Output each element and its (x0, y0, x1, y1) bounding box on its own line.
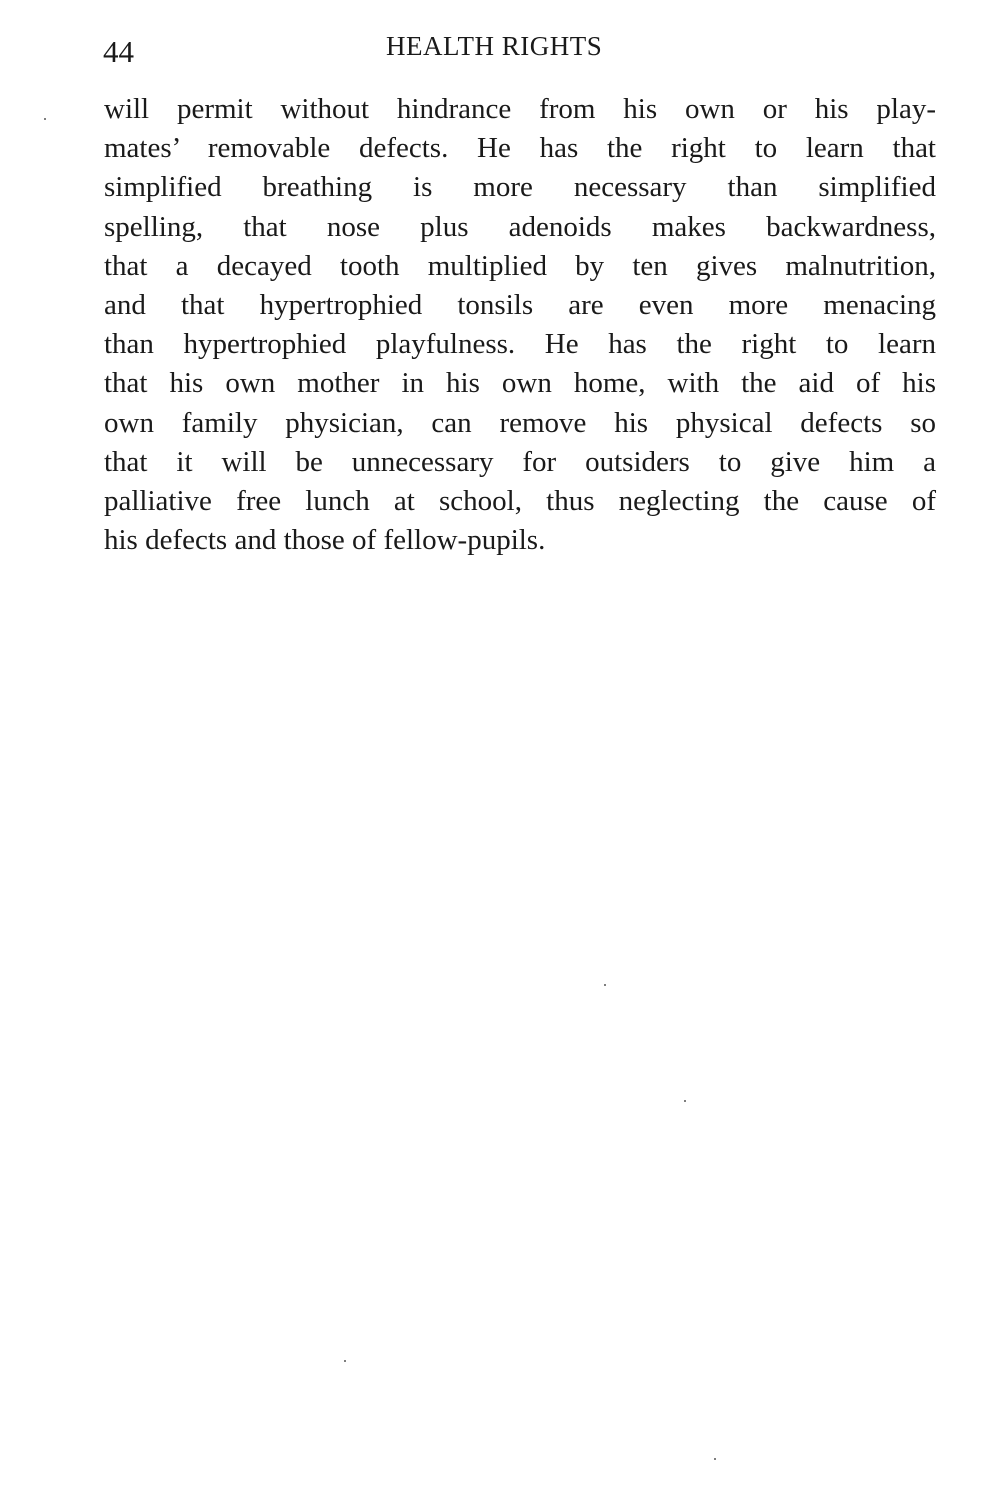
text-line: that his own mother in his own home, with the aid of his (104, 367, 936, 400)
text-line: and that hypertrophied tonsils are even more menacing (104, 288, 936, 321)
text-line: that a decayed tooth multiplied by ten gives malnutrition, (104, 249, 936, 282)
scan-speck (604, 984, 606, 986)
page-number: 44 (103, 34, 134, 69)
scan-speck (44, 118, 46, 120)
scan-speck (684, 1100, 686, 1102)
text-line: will permit without hindrance from his own or his play- (104, 93, 936, 125)
scan-speck (714, 1458, 716, 1460)
running-title: HEALTH RIGHTS (386, 31, 603, 61)
text-line: own family physician, can remove his physical defects so (104, 406, 936, 439)
text-line: than hypertrophied playfulness. He has the right to learn (104, 328, 936, 361)
text-line: his defects and those of fellow-pupils. (104, 524, 546, 557)
text-line: simplified breathing is more necessary than simplified (104, 171, 936, 204)
body-paragraph (104, 90, 936, 560)
text-line: that it will be unnecessary for outsiders to give him a (104, 445, 936, 478)
text-line: mates’ removable defects. He has the right to learn that (104, 132, 936, 165)
text-line: spelling, that nose plus adenoids makes backwardness, (104, 210, 936, 243)
text-line: palliative free lunch at school, thus neglecting the cause of (104, 484, 936, 517)
scan-speck (344, 1360, 346, 1362)
